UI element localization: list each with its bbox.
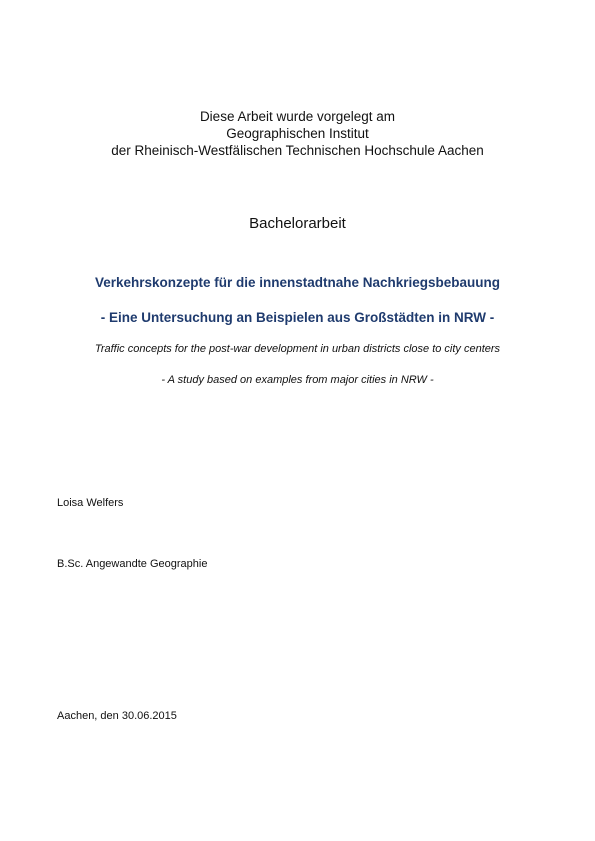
submission-line-3: der Rheinisch-Westfälischen Technischen Hochschule Aachen xyxy=(111,143,484,158)
thesis-subtitle-english: - A study based on examples from major cities in NRW - xyxy=(161,374,434,386)
author-name: Loisa Welfers xyxy=(57,497,124,509)
submission-line-1: Diese Arbeit wurde vorgelegt am xyxy=(199,109,396,124)
thesis-title-english: Traffic concepts for the post-war development in urban districts close to city centers xyxy=(94,343,501,355)
degree-type: Bachelorarbeit xyxy=(249,215,346,232)
degree-program: B.Sc. Angewandte Geographie xyxy=(57,558,208,570)
thesis-subtitle-german: - Eine Untersuchung an Beispielen aus Großstädten in NRW - xyxy=(100,310,495,325)
submission-line-2: Geographischen Institut xyxy=(226,126,369,141)
place-and-date: Aachen, den 30.06.2015 xyxy=(57,710,177,722)
thesis-title-german: Verkehrskonzepte für die innenstadtnahe Nachkriegsbebauung xyxy=(94,275,501,290)
submission-statement xyxy=(0,108,595,159)
